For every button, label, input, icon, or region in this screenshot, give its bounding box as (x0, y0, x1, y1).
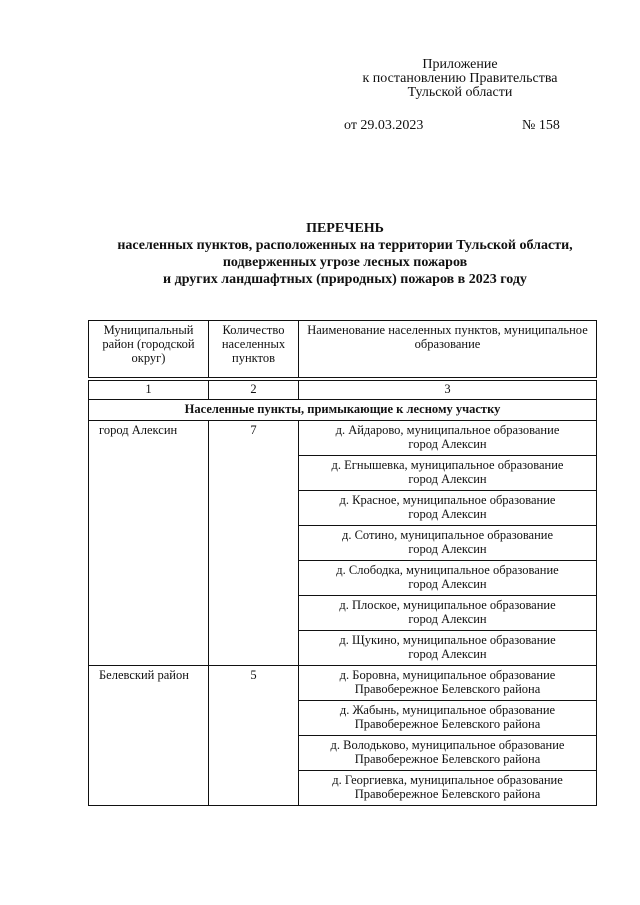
place-cell (299, 456, 597, 491)
column-number: 1 (89, 381, 209, 400)
place-name: д. Айдарово, муниципальное образование (335, 423, 560, 437)
municipality-name: город Алексин (408, 612, 487, 626)
title-heading: ПЕРЕЧЕНЬ (306, 221, 384, 236)
section-row (89, 400, 597, 421)
resolution-date: от 29.03.2023 (344, 118, 424, 133)
municipality-name: Правобережное Белевского района (354, 682, 541, 696)
count-cell: 7 (209, 421, 299, 666)
document-title (60, 220, 630, 288)
municipality-name: город Алексин (408, 472, 487, 486)
place-cell (299, 561, 597, 596)
place-name: д. Красное, муниципальное образование (339, 493, 556, 507)
appendix-line-2: к постановлению Правительства (362, 71, 558, 86)
section-title: Населенные пункты, примыкающие к лесному участку (89, 400, 597, 421)
municipality-name: город Алексин (408, 542, 487, 556)
municipality-name: город Алексин (408, 577, 487, 591)
resolution-number: № 158 (522, 118, 560, 133)
district-cell: город Алексин (89, 421, 209, 666)
municipality-name: город Алексин (408, 647, 487, 661)
title-line-1: населенных пунктов, расположенных на территории Тульской области, (117, 238, 573, 253)
header-district: Муниципальный район (городской округ) (89, 321, 209, 378)
header-count: Количество населенных пунктов (209, 321, 299, 378)
table-row (89, 666, 597, 701)
place-cell (299, 421, 597, 456)
municipality-name: город Алексин (408, 437, 487, 451)
settlements-table (88, 320, 597, 806)
municipality-name: Правобережное Белевского района (354, 787, 541, 801)
header-places: Наименование населенных пунктов, муниципальное образование (299, 321, 597, 378)
place-name: д. Володьково, муниципальное образование (330, 738, 565, 752)
place-cell (299, 701, 597, 736)
place-cell (299, 736, 597, 771)
place-cell (299, 631, 597, 666)
place-name: д. Боровна, муниципальное образование (339, 668, 556, 682)
column-number: 3 (299, 381, 597, 400)
place-name: д. Егнышевка, муниципальное образование (331, 458, 564, 472)
place-name: д. Георгиевка, муниципальное образование (332, 773, 563, 787)
appendix-line-1: Приложение (422, 57, 498, 72)
place-cell (299, 491, 597, 526)
place-name: д. Сотино, муниципальное образование (341, 528, 554, 542)
place-cell (299, 666, 597, 701)
title-line-3: и других ландшафтных (природных) пожаров в 2023 году (163, 272, 527, 287)
district-cell: Белевский район (89, 666, 209, 806)
place-cell (299, 596, 597, 631)
appendix-line-3: Тульской области (407, 85, 513, 100)
count-cell: 5 (209, 666, 299, 806)
title-line-2: подверженных угрозе лесных пожаров (222, 255, 468, 270)
place-name: д. Плоское, муниципальное образование (339, 598, 556, 612)
place-cell (299, 526, 597, 561)
table-header-row (89, 321, 597, 378)
municipality-name: Правобережное Белевского района (354, 717, 541, 731)
municipality-name: Правобережное Белевского района (354, 752, 541, 766)
column-number-row (89, 381, 597, 400)
column-number: 2 (209, 381, 299, 400)
municipality-name: город Алексин (408, 507, 487, 521)
table-row (89, 421, 597, 456)
appendix-block (340, 58, 580, 100)
place-cell (299, 771, 597, 806)
place-name: д. Слободка, муниципальное образование (336, 563, 559, 577)
place-name: д. Щукино, муниципальное образование (339, 633, 556, 647)
place-name: д. Жабынь, муниципальное образование (339, 703, 556, 717)
